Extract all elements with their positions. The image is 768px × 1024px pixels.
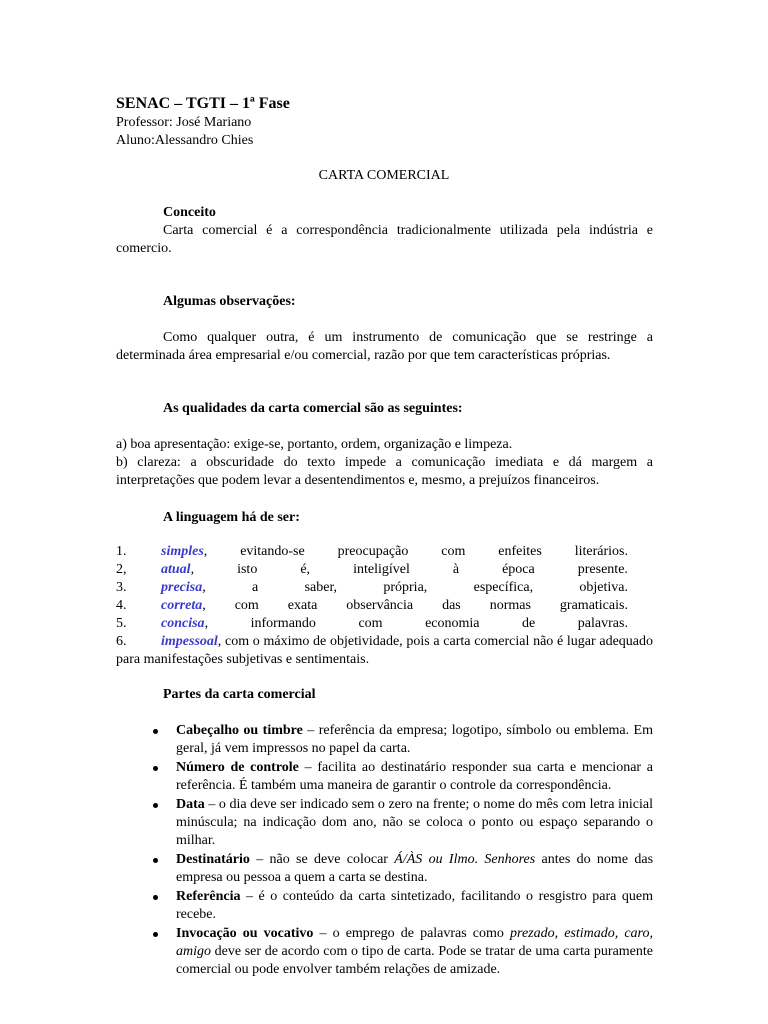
keyword: correta — [161, 598, 203, 613]
list-number: 5. — [116, 616, 127, 631]
item-word: objetiva. — [579, 580, 628, 595]
conceito-heading: Conceito — [163, 205, 216, 220]
item-word: preocupação — [337, 544, 409, 559]
list-item-text: antes do nome das empresa ou pessoa a quem a carta se destina. — [176, 852, 654, 885]
item-word: , — [202, 580, 206, 595]
list-item — [150, 851, 653, 887]
list-number: 4. — [116, 598, 127, 613]
qualidades-heading: As qualidades da carta comercial são as seguintes: — [163, 401, 463, 416]
item-word: com — [441, 544, 466, 559]
partes-list — [150, 722, 653, 980]
professor-line: Professor: José Mariano — [116, 115, 252, 130]
list-item-italic: prezado, estimado, caro, amigo — [176, 926, 653, 959]
list-item-text: – é o conteúdo da carta sintetizado, facilitando o resgistro para quem recebe. — [176, 889, 653, 922]
item-word: gramaticais. — [559, 598, 628, 613]
aluno-line: Aluno:Alessandro Chies — [116, 133, 254, 148]
list-item-lead — [116, 543, 207, 561]
item-word: normas — [489, 598, 531, 613]
list-item-text: – facilita ao destinatário responder sua carta e mencionar a referência. É também uma maneira de garantir o controle da correspondência. — [176, 760, 653, 793]
list-item-term: Número de controle — [176, 760, 299, 775]
linguagem-item — [116, 615, 628, 633]
item-word: inteligível — [353, 562, 410, 577]
list-item-term: Cabeçalho ou timbre — [176, 723, 303, 738]
item-word: economia — [425, 616, 480, 631]
item-word: evitando-se — [240, 544, 305, 559]
item-word: época — [502, 562, 535, 577]
item-word: das — [442, 598, 461, 613]
list-item — [150, 722, 653, 758]
item-word: exata — [287, 598, 318, 613]
item-word: a — [252, 580, 259, 595]
item-word: saber, — [304, 580, 338, 595]
list-item — [150, 888, 653, 924]
linguagem-item — [116, 561, 628, 579]
linguagem-item — [116, 543, 628, 561]
keyword: simples — [161, 544, 204, 559]
item-word: isto — [237, 562, 258, 577]
item-word: , — [190, 562, 195, 577]
list-number: 2, — [116, 562, 127, 577]
list-item-text: – não se deve colocar — [249, 852, 395, 867]
list-item — [150, 796, 653, 850]
linguagem-item — [116, 597, 628, 615]
list-item — [150, 925, 653, 979]
keyword: concisa — [161, 616, 205, 631]
keyword: precisa — [161, 580, 203, 595]
keyword: impessoal — [161, 634, 218, 649]
observacoes-heading: Algumas observações: — [163, 294, 296, 309]
item-text: , com o máximo de objetividade, pois a carta comercial não é lugar adequado para manifestações subjetivas e sentimentais. — [116, 634, 653, 667]
bullet-icon — [153, 895, 158, 900]
item-word: literários. — [574, 544, 628, 559]
list-item-lead — [116, 579, 206, 597]
list-number: 6. — [116, 634, 127, 649]
header-title: SENAC – TGTI – 1ª Fase — [116, 95, 290, 112]
item-word: informando — [250, 616, 316, 631]
list-item-term: Data — [176, 797, 205, 812]
list-item-text: – o dia deve ser indicado sem o zero na frente; o nome do mês com letra inicial minúscula; na indicação dom ano, não se coloca o ponto ou espaço separando o milhar. — [176, 797, 653, 848]
list-item-lead — [116, 597, 206, 615]
keyword: atual — [161, 562, 191, 577]
item-word: palavras. — [577, 616, 628, 631]
observacoes-text: Como qualquer outra, é um instrumento de comunicação que se restringe a determinada área empresarial e/ou comercial, razão por que tem características próprias. — [116, 330, 653, 363]
list-item-text: deve ser de acordo com o tipo de carta. Pode se tratar de uma carta puramente comercial ou pode envolver também relações de amizade. — [176, 944, 653, 977]
item-word: , — [204, 616, 209, 631]
qualidade-b: b) clareza: a obscuridade do texto impede a comunicação imediata e dá margem a interpretações que podem levar a desentendimentos e, mesmo, a prejuízos financeiros. — [116, 455, 653, 488]
item-word: enfeites — [498, 544, 542, 559]
list-number: 3. — [116, 580, 127, 595]
list-number: 1. — [116, 544, 127, 559]
item-word: observância — [346, 598, 414, 613]
bullet-icon — [153, 766, 158, 771]
item-word: , — [202, 598, 206, 613]
list-item-lead — [116, 615, 208, 633]
item-word: presente. — [577, 562, 628, 577]
item-word: de — [522, 616, 536, 631]
item-word: , — [203, 544, 208, 559]
linguagem-item-6 — [116, 633, 653, 669]
list-item — [150, 759, 653, 795]
item-word: é, — [300, 562, 311, 577]
item-word: específica, — [473, 580, 534, 595]
bullet-icon — [153, 803, 158, 808]
partes-heading: Partes da carta comercial — [163, 687, 316, 702]
item-word: própria, — [383, 580, 428, 595]
document-title: CARTA COMERCIAL — [318, 168, 450, 183]
linguagem-heading: A linguagem há de ser: — [163, 510, 300, 525]
list-item-term: Destinatário — [176, 852, 250, 867]
list-item-term: Referência — [176, 889, 241, 904]
list-item-italic: Á/ÀS ou Ilmo. Senhores — [394, 852, 536, 867]
list-item-term: Invocação ou vocativo — [176, 926, 314, 941]
item-word: à — [452, 562, 460, 577]
list-item-text: – referência da empresa; logotipo, símbolo ou emblema. Em geral, já vem impressos no papel da carta. — [176, 723, 653, 756]
item-word: com — [234, 598, 259, 613]
list-item-text: – o emprego de palavras como — [313, 926, 511, 941]
qualidade-a: a) boa apresentação: exige-se, portanto, ordem, organização e limpeza. — [116, 437, 513, 452]
linguagem-item — [116, 579, 628, 597]
bullet-icon — [153, 729, 158, 734]
item-word: com — [358, 616, 383, 631]
conceito-text: Carta comercial é a correspondência tradicionalmente utilizada pela indústria e comercio. — [116, 223, 653, 256]
bullet-icon — [153, 932, 158, 937]
bullet-icon — [153, 858, 158, 863]
list-item-lead — [116, 561, 194, 579]
